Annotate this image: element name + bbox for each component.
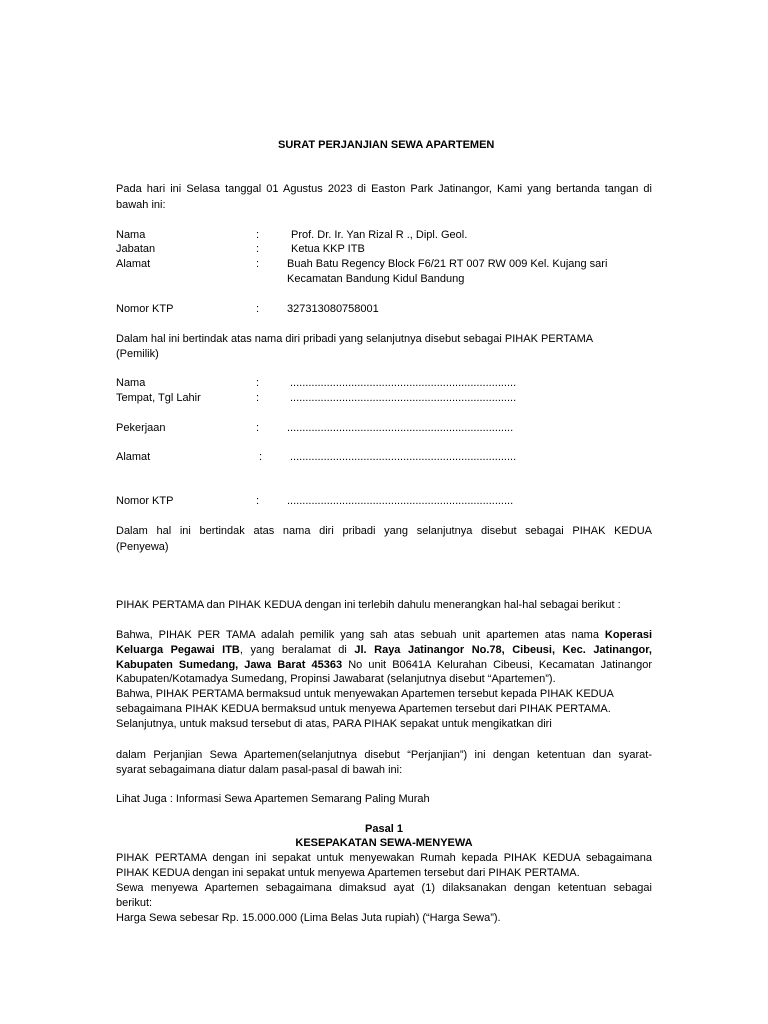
- bahwa2-line-1: Bahwa, PIHAK PERTAMA bermaksud untuk menyewakan Apartemen tersebut kepada PIHAK KEDUA: [116, 688, 614, 700]
- pihak2-pekerjaan-colon: :: [256, 422, 260, 434]
- lihat-juga-link[interactable]: Lihat Juga : Informasi Sewa Apartemen Semarang Paling Murah: [116, 793, 430, 805]
- pihak2-alamat-dots: ..........................................................................: [290, 451, 517, 463]
- document-title: SURAT PERJANJIAN SEWA APARTEMEN: [278, 139, 495, 151]
- pihak1-ktp-colon: :: [256, 303, 260, 315]
- pihak1-nama-colon: :: [256, 229, 260, 241]
- pihak2-alamat-label: Alamat: [116, 451, 151, 463]
- pihak1-alamat-value-1: Buah Batu Regency Block F6/21 RT 007 RW 009 Kel. Kujang sari: [287, 258, 608, 270]
- pihak1-desc-line-1: Dalam hal ini bertindak atas nama diri pribadi yang selanjutnya disebut sebagai PIHAK PERTAMA: [116, 333, 594, 345]
- pihak1-jabatan-colon: :: [256, 243, 260, 255]
- pihak1-alamat-colon: :: [256, 258, 260, 270]
- intro-line-1: Pada hari ini Selasa tanggal 01 Agustus 2023 di Easton Park Jatinangor, Kami yang bertanda tangan di: [116, 183, 652, 195]
- pihak2-alamat-colon: :: [259, 451, 263, 463]
- intro-line-2: bawah ini:: [116, 199, 166, 211]
- pasal1-subtitle: KESEPAKATAN SEWA-MENYEWA: [295, 837, 473, 849]
- pihak1-ktp-value: 327313080758001: [287, 303, 379, 315]
- bahwa2-line-2: sebagaimana PIHAK KEDUA bermaksud untuk menyewa Apartemen tersebut dari PIHAK PERTAMA.: [116, 703, 611, 715]
- pihak1-alamat-label: Alamat: [116, 258, 151, 270]
- dalam-line-1: dalam Perjanjian Sewa Apartemen(selanjutnya disebut “Perjanjian”) ini dengan ketentuan dan syarat-: [116, 749, 652, 761]
- pihak1-jabatan-value: Ketua KKP ITB: [291, 243, 365, 255]
- pihak1-alamat-value-2: Kecamatan Bandung Kidul Bandung: [287, 273, 465, 285]
- pihak2-pekerjaan-label: Pekerjaan: [116, 422, 166, 434]
- pihak1-ktp-label: Nomor KTP: [116, 303, 174, 315]
- pasal1-line-5: Harga Sewa sebesar Rp. 15.000.000 (Lima Belas Juta rupiah) (“Harga Sewa”).: [116, 912, 501, 924]
- pihak2-ktp-label: Nomor KTP: [116, 495, 174, 507]
- bahwa1-line-3: Kabupaten Sumedang, Jawa Barat 45363 No unit B0641A Kelurahan Cibeusi, Kecamatan Jatinangor: [116, 659, 653, 671]
- terangkan-paragraph: PIHAK PERTAMA dan PIHAK KEDUA dengan ini terlebih dahulu menerangkan hal-hal sebagai berikut :: [116, 599, 621, 611]
- pihak2-ttl-colon: :: [256, 392, 260, 404]
- pasal1-title: Pasal 1: [365, 823, 403, 835]
- pihak2-ktp-dots: ..........................................................................: [287, 495, 514, 507]
- pihak2-nama-label: Nama: [116, 377, 146, 389]
- pihak1-nama-label: Nama: [116, 229, 146, 241]
- pihak1-nama-value: Prof. Dr. Ir. Yan Rizal R ., Dipl. Geol.: [291, 229, 468, 241]
- pihak2-ttl-label: Tempat, Tgl Lahir: [116, 392, 201, 404]
- pihak2-pekerjaan-dots: ..........................................................................: [287, 422, 514, 434]
- bahwa1-line-4: Kabupaten/Kotamadya Sumedang, Propinsi Jawabarat (selanjutnya disebut “Apartemen”).: [116, 673, 556, 685]
- pihak1-desc-line-2: (Pemilik): [116, 348, 159, 360]
- pihak1-jabatan-label: Jabatan: [116, 243, 156, 255]
- dalam-line-2: syarat sebagaimana diatur dalam pasal-pasal di bawah ini:: [116, 764, 403, 776]
- pihak2-ttl-dots: ..........................................................................: [290, 392, 517, 404]
- pihak2-nama-colon: :: [256, 377, 260, 389]
- pasal1-line-4: berikut:: [116, 897, 153, 909]
- pihak2-ktp-colon: :: [256, 495, 260, 507]
- bahwa2-line-3: Selanjutnya, untuk maksud tersebut di atas, PARA PIHAK sepakat untuk mengikatkan diri: [116, 718, 552, 730]
- pihak2-nama-dots: ..........................................................................: [290, 377, 517, 389]
- pasal1-line-2: PIHAK KEDUA dengan ini sepakat untuk menyewa Apartemen tersebut dari PIHAK PERTAMA.: [116, 867, 580, 879]
- bahwa1-line-2: Keluarga Pegawai ITB, yang beralamat di Jl. Raya Jatinangor No.78, Cibeusi, Kec. Jatinangor,: [116, 644, 652, 656]
- pasal1-line-3: Sewa menyewa Apartemen sebagaimana dimaksud ayat (1) dilaksanakan dengan ketentuan sebagai: [116, 882, 652, 894]
- pasal1-line-1: PIHAK PERTAMA dengan ini sepakat untuk menyewakan Rumah kepada PIHAK KEDUA sebagaimana: [116, 852, 652, 864]
- bahwa1-line-1: Bahwa, PIHAK PER TAMA adalah pemilik yang sah atas sebuah unit apartemen atas nama Koperasi: [116, 629, 652, 641]
- pihak2-desc-line-1: Dalam hal ini bertindak atas nama diri pribadi yang selanjutnya disebut sebagai PIHAK KEDUA: [116, 525, 652, 537]
- pihak2-desc-line-2: (Penyewa): [116, 541, 169, 553]
